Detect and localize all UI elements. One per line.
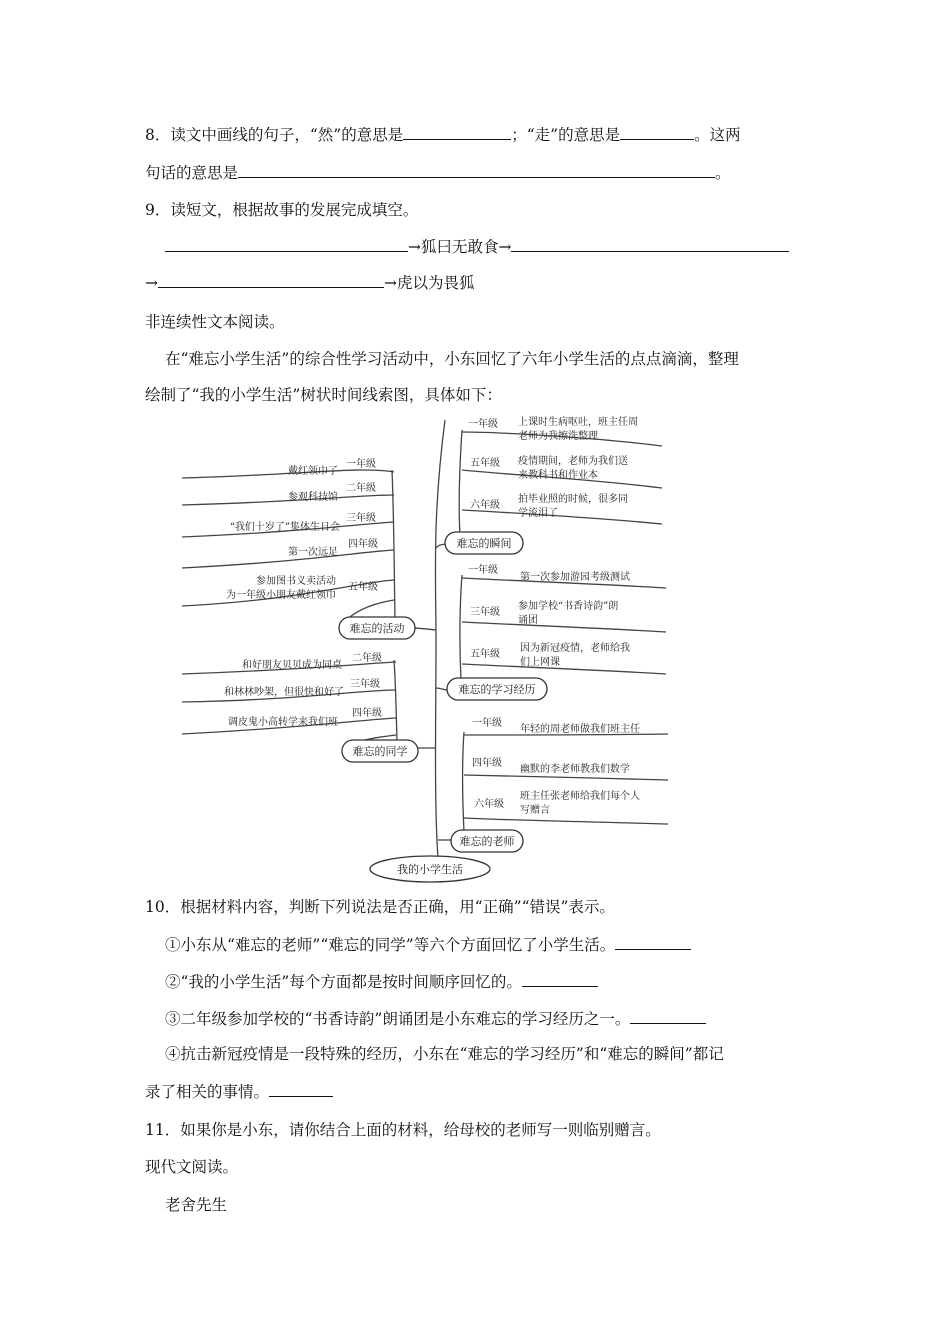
- node-learning-label: 难忘的学习经历: [458, 683, 536, 696]
- q8-text-4: 句话的意思是: [145, 164, 239, 182]
- q8-text-2: ；“走”的意思是: [511, 126, 621, 144]
- activities-grade-2: 二年级: [346, 483, 376, 494]
- q10-s1-text: ①小东从“难忘的老师”“难忘的同学”等六个方面回忆了小学生活。: [165, 936, 616, 954]
- moments-grade-2: 五年级: [470, 458, 500, 469]
- activities-event-3: “我们十岁了”集体生日会: [229, 522, 340, 533]
- q9-chain-text-3: →虎以为畏狐: [384, 274, 475, 292]
- q8-text-1: 8．读文中画线的句子，“然”的意思是: [145, 126, 404, 144]
- q9-title: 9．读短文，根据故事的发展完成填空。: [145, 201, 419, 219]
- classmates-event-2: 和林林吵架，但很快和好了: [224, 687, 344, 698]
- section-noncontinuous: 非连续性文本阅读。: [145, 313, 285, 331]
- q10-statement-2: [165, 971, 598, 992]
- moments-event-3b: 学流泪了: [518, 508, 558, 519]
- teachers-grade-1: 一年级: [472, 718, 502, 729]
- learning-event-3a: 因为新冠疫情，老师给我: [520, 643, 630, 654]
- activities-event-1: 戴红领巾了: [288, 466, 338, 477]
- q10-s4-text: 录了相关的事情。: [145, 1083, 270, 1101]
- moments-event-3a: 拍毕业照的时候，很多同: [518, 494, 628, 505]
- node-moments-label: 难忘的瞬间: [456, 537, 512, 550]
- q10-statement-4b: [145, 1081, 333, 1102]
- learning-grade-3: 五年级: [470, 649, 500, 660]
- classmates-grade-2: 三年级: [350, 679, 380, 690]
- activities-event-5a: 参加图书义卖活动: [256, 576, 336, 587]
- moments-grade-1: 一年级: [468, 419, 498, 430]
- activities-event-2: 参观科技馆: [288, 492, 338, 503]
- teachers-event-3a: 班主任张老师给我们每个人: [520, 791, 640, 802]
- node-root-label: 我的小学生活: [397, 863, 463, 876]
- q10-s3-text: ③二年级参加学校的“书香诗韵”朗诵团是小东难忘的学习经历之一。: [165, 1010, 631, 1028]
- moments-event-1a: 上课时生病呕吐，班主任周: [518, 417, 638, 428]
- node-activities-label: 难忘的活动: [349, 622, 405, 635]
- q11-title: 11．如果你是小东，请你结合上面的材料，给母校的老师写一则临别赠言。: [145, 1121, 661, 1139]
- activities-grade-1: 一年级: [346, 459, 376, 470]
- classmates-event-1: 和好朋友贝贝成为同桌: [242, 660, 342, 671]
- q10-statement-3: [165, 1008, 706, 1029]
- node-classmates-label: 难忘的同学: [352, 745, 408, 758]
- q10-s4-answer-blank[interactable]: [269, 1081, 333, 1097]
- q10-statement-1: [165, 934, 691, 955]
- classmates-event-3: 调皮鬼小高转学来我们班: [228, 717, 338, 728]
- q9-chain-text-2: →: [145, 274, 158, 292]
- moments-grade-3: 六年级: [470, 500, 500, 511]
- learning-event-3b: 们上网课: [520, 657, 560, 668]
- moments-event-2a: 疫情期间，老师为我们送: [518, 456, 628, 467]
- q10-title: 10．根据材料内容，判断下列说法是否正确，用“正确”“错误”表示。: [145, 898, 615, 916]
- classmates-grade-1: 二年级: [352, 653, 382, 664]
- activities-event-5b: 为一年级小朋友戴红领巾: [226, 590, 336, 601]
- q10-s3-answer-blank[interactable]: [630, 1008, 706, 1024]
- article-title: 老舍先生: [165, 1196, 228, 1214]
- q8-text-5: 。: [715, 164, 731, 182]
- q10-s2-text: ②“我的小学生活”每个方面都是按时间顺序回忆的。: [165, 973, 522, 991]
- q10-s2-answer-blank[interactable]: [522, 971, 598, 987]
- learning-grade-2: 三年级: [470, 607, 500, 618]
- q9-chain-text-1: →狐曰无敢食→: [408, 238, 512, 256]
- teachers-grade-2: 四年级: [472, 758, 502, 769]
- intro-line2: 绘制了“我的小学生活”树状时间线索图，具体如下：: [145, 386, 502, 404]
- classmates-grade-3: 四年级: [352, 708, 382, 719]
- teachers-event-3b: 写赠言: [520, 805, 550, 816]
- intro-line1: 在“难忘小学生活”的综合性学习活动中，小东回忆了六年小学生活的点点滴滴，整理: [165, 350, 739, 368]
- learning-grade-1: 一年级: [468, 565, 498, 576]
- q8-text-3: 。这两: [694, 126, 741, 144]
- activities-grade-4: 四年级: [348, 539, 378, 550]
- activities-event-4: 第一次远足: [288, 547, 338, 558]
- activities-grade-3: 三年级: [346, 513, 376, 524]
- learning-event-1: 第一次参加游园考级测试: [520, 572, 630, 583]
- q10-statement-4a: ④抗击新冠疫情是一段特殊的经历，小东在“难忘的学习经历”和“难忘的瞬间”都记: [165, 1045, 724, 1063]
- learning-event-2a: 参加学校“书香诗韵”朗: [518, 601, 619, 612]
- activities-grade-5: 五年级: [348, 582, 378, 593]
- teachers-grade-3: 六年级: [474, 799, 504, 810]
- moments-event-2b: 来教科书和作业本: [518, 470, 598, 481]
- node-teachers-label: 难忘的老师: [459, 835, 515, 848]
- learning-event-2b: 诵团: [518, 615, 538, 626]
- moments-event-1b: 老师为我擦洗整理: [518, 431, 598, 442]
- teachers-event-2: 幽默的李老师教我们数学: [520, 764, 630, 775]
- section-modern-reading: 现代文阅读。: [145, 1158, 239, 1176]
- teachers-event-1: 年轻的周老师做我们班主任: [520, 724, 640, 735]
- q10-s1-answer-blank[interactable]: [615, 934, 691, 950]
